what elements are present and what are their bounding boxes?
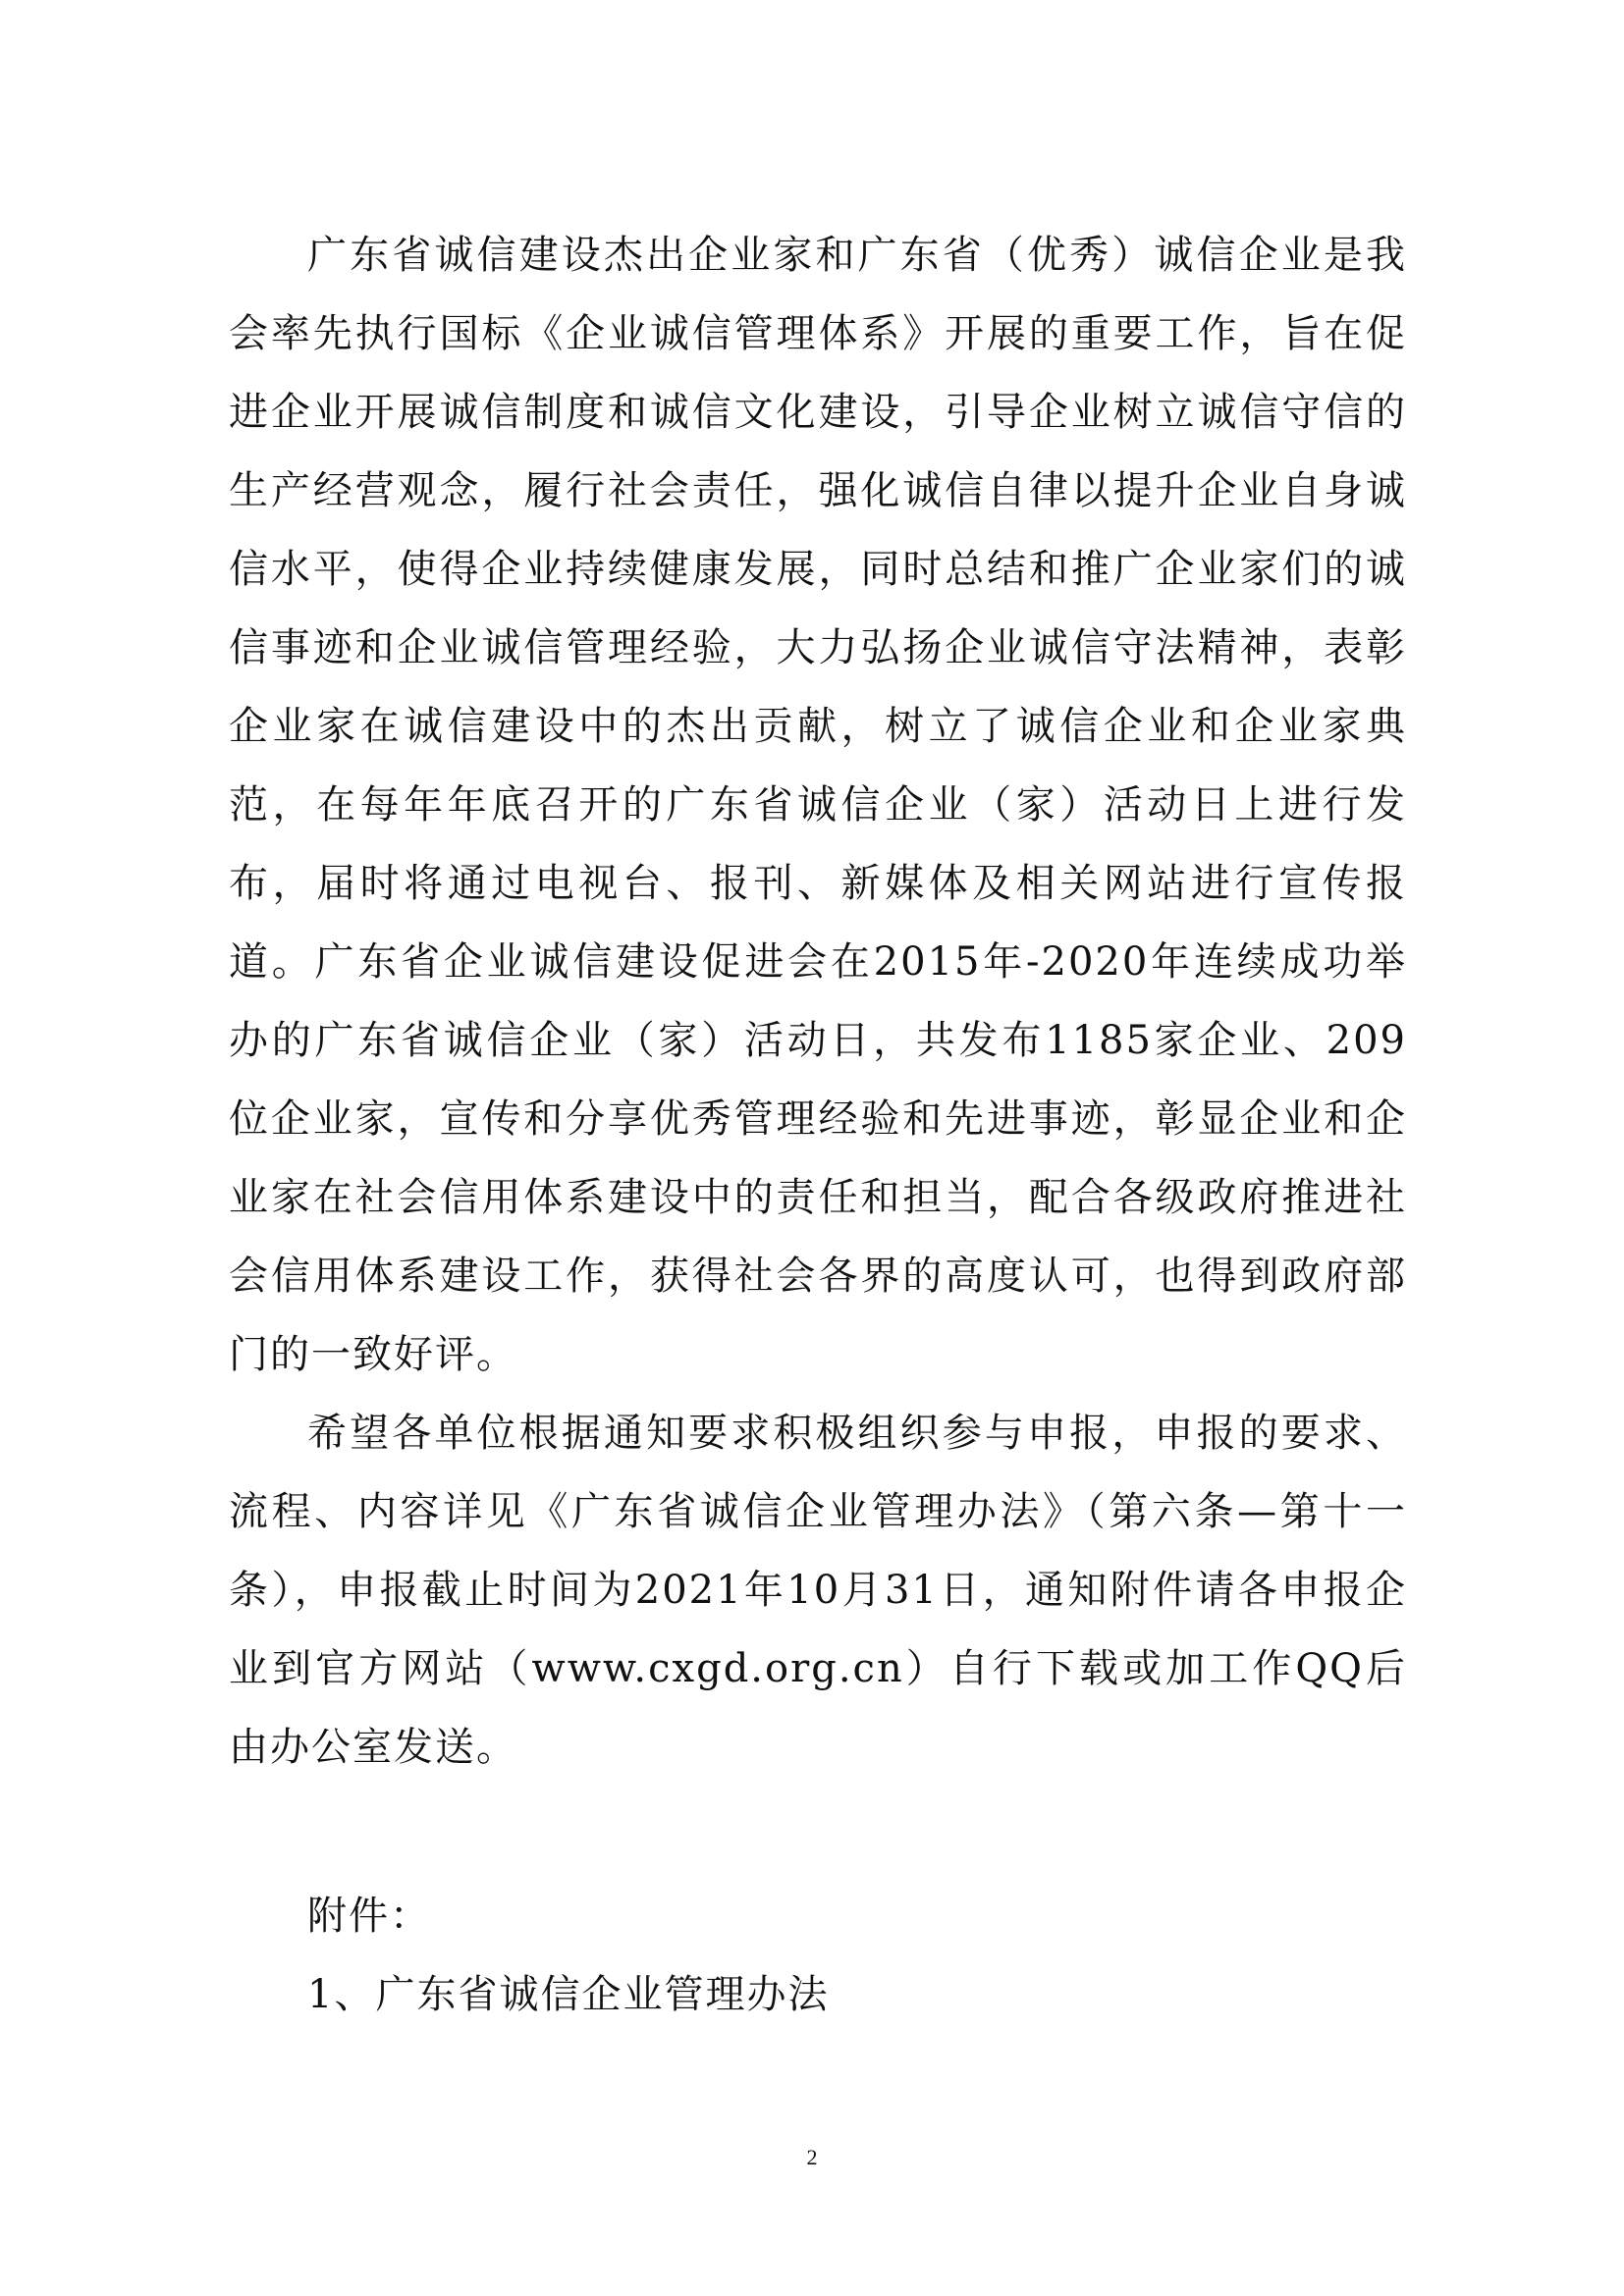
attachments-section — [307, 1877, 1387, 2034]
body-text — [229, 216, 1407, 1787]
paragraph-application-notice: 希望各单位根据通知要求积极组织参与申报，申报的要求、流程、内容详见《广东省诚信企业管理办法》（第六条—第十一条），申报截止时间为2021年10月31日，通知附件请各申报企业到官方网站（www.cxgd.org.cn）自行下载或加工作QQ后由办公室发送。 — [229, 1411, 1407, 1770]
paragraph-intro: 广东省诚信建设杰出企业家和广东省（优秀）诚信企业是我会率先执行国标《企业诚信管理体系》开展的重要工作，旨在促进企业开展诚信制度和诚信文化建设，引导企业树立诚信守信的生产经营观念，履行社会责任，强化诚信自律以提升企业自身诚信水平，使得企业持续健康发展，同时总结和推广企业家们的诚信事迹和企业诚信管理经验，大力弘扬企业诚信守法精神，表彰企业家在诚信建设中的杰出贡献，树立了诚信企业和企业家典范，在每年年底召开的广东省诚信企业（家）活动日上进行发布，届时将通过电视台、报刊、新媒体及相关网站进行宣传报道。广东省企业诚信建设促进会在2015年-2020年连续成功举办的广东省诚信企业（家）活动日，共发布1185家企业、209位企业家，宣传和分享优秀管理经验和先进事迹，彰显企业和企业家在社会信用体系建设中的责任和担当，配合各级政府推进社会信用体系建设工作，获得社会各界的高度认可，也得到政府部门的一致好评。 — [229, 233, 1407, 1377]
page-number: 2 — [806, 2145, 818, 2169]
attachment-item: 1、广东省诚信企业管理办法 — [307, 1972, 830, 2017]
attachments-heading: 附件： — [307, 1894, 431, 1939]
